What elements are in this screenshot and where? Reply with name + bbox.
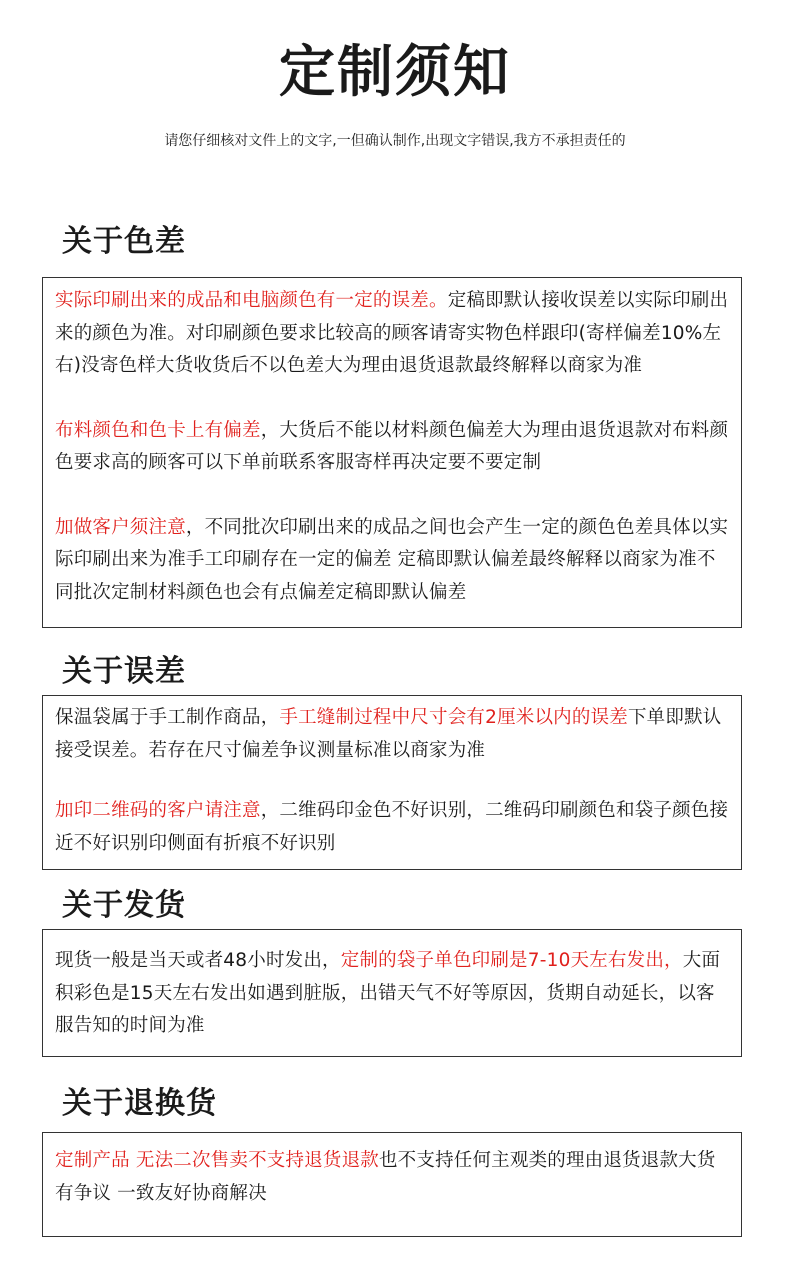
paragraph: [55, 945, 729, 1043]
page-subtitle: 请您仔细核对文件上的文字,一但确认制作,出现文字错误,我方不承担责任的: [164, 133, 626, 149]
body-text: 定稿即默认接收误差以实际印刷出来的颜色为准。对印刷颜色要求比较高的顾客请寄实物色样跟印(寄样偏差10%左右)没寄色样大货收货后不以色差大为理由退货退款最终解释以商家为准: [55, 290, 729, 376]
section-box-shipping: [42, 929, 742, 1057]
paragraph: [55, 512, 729, 610]
paragraph: [55, 1145, 729, 1210]
highlight-text: 布料颜色和色卡上有偏差: [55, 419, 261, 441]
highlight-text: 加印二维码的客户请注意: [55, 800, 261, 821]
section-box-returns: [42, 1132, 742, 1237]
body-text: ，不同批次印刷出来的成品之间也会产生一定的颜色色差具体以实际印刷出来为准手工印刷存在一定的偏差 定稿即默认偏差最终解释以商家为准不同批次定制材料颜色也会有点偏差定稿即默认偏差: [55, 516, 729, 603]
paragraph: [55, 795, 729, 860]
section-heading-color-difference: 关于色差: [62, 224, 186, 259]
highlight-text: 加做客户须注意: [55, 516, 186, 538]
section-heading-size-error: 关于误差: [62, 654, 186, 689]
section-heading-returns: 关于退换货: [62, 1086, 217, 1121]
body-text: 现货一般是当天或者48小时发出，: [55, 950, 341, 971]
body-text: ，二维码印金色不好识别，二维码印刷颜色和袋子颜色接近不好识别印侧面有折痕不好识别: [55, 800, 729, 854]
body-text: 也不支持任何主观类的理由退货退款大货有争议 一致友好协商解决: [55, 1150, 716, 1204]
page-title: 定制须知: [279, 40, 511, 105]
paragraph: [55, 415, 729, 480]
section-heading-shipping: 关于发货: [62, 888, 186, 923]
highlight-text: 实际印刷出来的成品和电脑颜色有一定的误差。: [55, 290, 448, 311]
body-text: 保温袋属于手工制作商品，: [55, 707, 280, 728]
body-text: 大面积彩色是15天左右发出如遇到脏版，出错天气不好等原因，货期自动延长，以客服告知的时间为准: [55, 950, 721, 1036]
section-box-color-difference: [42, 277, 742, 628]
highlight-text: 手工缝制过程中尺寸会有2厘米以内的误差: [279, 707, 628, 728]
body-text: 下单即默认接受误差。若存在尺寸偏差争议测量标准以商家为准: [55, 707, 722, 761]
highlight-text: 定制的袋子单色印刷是7-10天左右发出，: [340, 950, 683, 971]
paragraph: [55, 285, 729, 383]
highlight-text: 定制产品 无法二次售卖不支持退货退款: [55, 1150, 379, 1171]
section-box-size-error: [42, 695, 742, 870]
body-text: ，大货后不能以材料颜色偏差大为理由退货退款对布料颜色要求高的顾客可以下单前联系客服寄样再决定要不要定制: [55, 419, 729, 473]
paragraph: [55, 702, 729, 767]
